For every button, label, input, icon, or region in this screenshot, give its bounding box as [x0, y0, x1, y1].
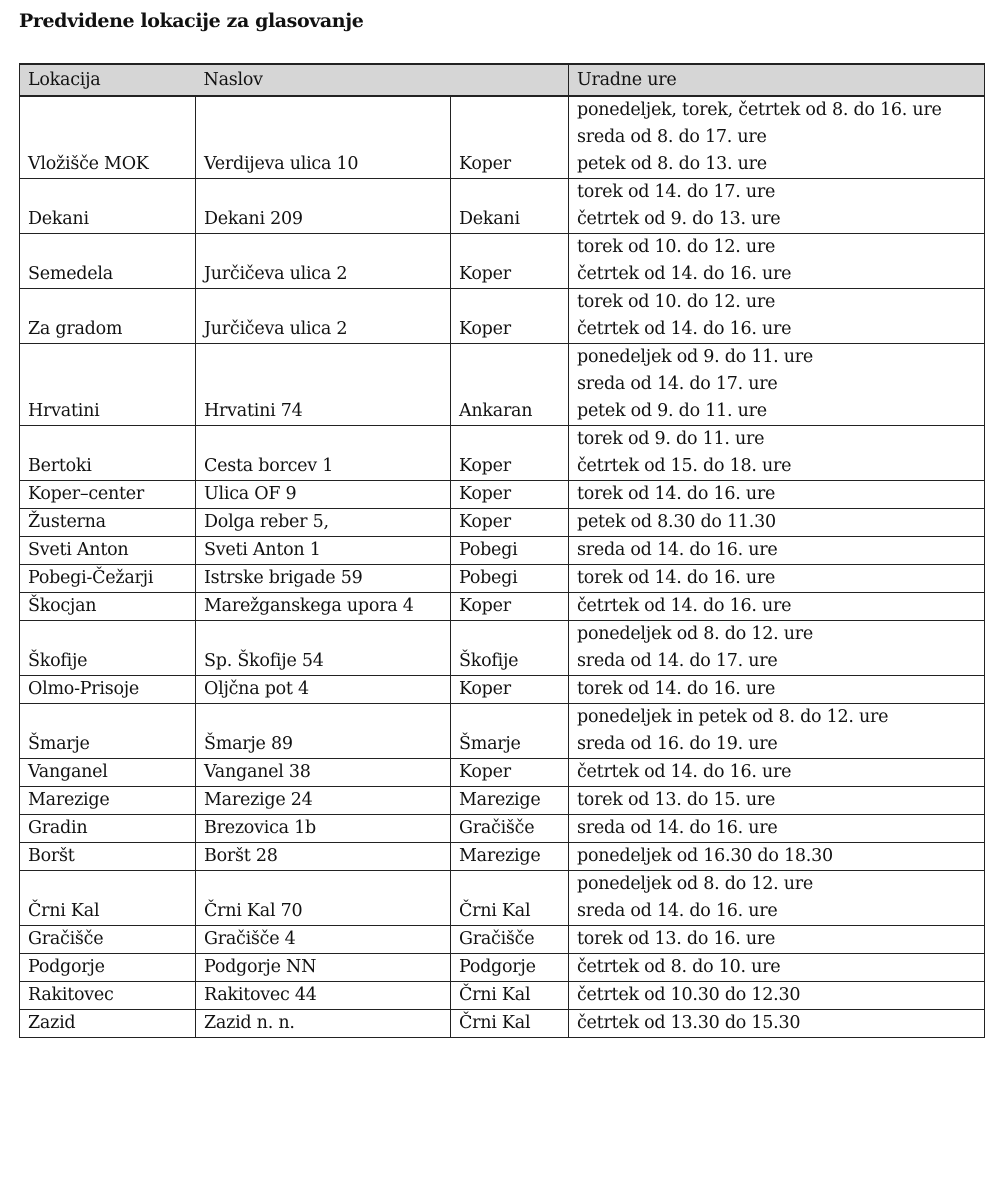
voting-locations-table — [19, 63, 985, 1038]
office-hours-line: sreda od 14. do 16. ure — [577, 540, 778, 560]
office-hours-cell — [569, 1010, 985, 1038]
office-hours-cell — [569, 815, 985, 843]
office-hours-line: četrtek od 14. do 16. ure — [577, 264, 792, 284]
location-cell: Rakitovec — [20, 982, 196, 1010]
office-hours-line: četrtek od 10.30 do 12.30 — [577, 985, 801, 1005]
location-cell: Šmarje — [20, 704, 196, 759]
table-row — [20, 289, 985, 344]
address-cell: Marežganskega upora 4 — [196, 593, 451, 621]
office-hours-cell — [569, 704, 985, 759]
town-cell: Koper — [451, 509, 569, 537]
office-hours-line: sreda od 14. do 16. ure — [577, 818, 778, 838]
office-hours-cell — [569, 926, 985, 954]
table-row — [20, 426, 985, 481]
address-cell: Ulica OF 9 — [196, 481, 451, 509]
table-header-row — [20, 64, 985, 96]
office-hours-line: sreda od 14. do 17. ure — [577, 651, 778, 671]
address-cell: Gračišče 4 — [196, 926, 451, 954]
location-cell: Za gradom — [20, 289, 196, 344]
office-hours-line: torek od 14. do 16. ure — [577, 568, 776, 588]
table-row — [20, 982, 985, 1010]
location-cell: Koper–center — [20, 481, 196, 509]
location-cell: Boršt — [20, 843, 196, 871]
office-hours-line: četrtek od 15. do 18. ure — [577, 456, 792, 476]
address-cell: Sveti Anton 1 — [196, 537, 451, 565]
address-cell: Rakitovec 44 — [196, 982, 451, 1010]
column-header-town — [451, 64, 569, 96]
address-cell: Boršt 28 — [196, 843, 451, 871]
address-cell: Brezovica 1b — [196, 815, 451, 843]
location-cell: Podgorje — [20, 954, 196, 982]
town-cell: Koper — [451, 289, 569, 344]
office-hours-line: torek od 13. do 16. ure — [577, 929, 776, 949]
office-hours-cell — [569, 759, 985, 787]
office-hours-line: četrtek od 9. do 13. ure — [577, 209, 781, 229]
column-header-address: Naslov — [196, 64, 451, 96]
office-hours-cell — [569, 234, 985, 289]
office-hours-line: torek od 14. do 17. ure — [577, 182, 776, 202]
office-hours-cell — [569, 179, 985, 234]
town-cell: Koper — [451, 481, 569, 509]
table-row — [20, 344, 985, 426]
address-cell: Marezige 24 — [196, 787, 451, 815]
table-row — [20, 565, 985, 593]
address-cell: Jurčičeva ulica 2 — [196, 289, 451, 344]
office-hours-line: sreda od 14. do 16. ure — [577, 901, 778, 921]
table-row — [20, 787, 985, 815]
location-cell: Škofije — [20, 621, 196, 676]
location-cell: Zazid — [20, 1010, 196, 1038]
table-row — [20, 509, 985, 537]
table-body — [20, 96, 985, 1038]
office-hours-cell — [569, 565, 985, 593]
table-row — [20, 621, 985, 676]
office-hours-line: sreda od 8. do 17. ure — [577, 127, 767, 147]
address-cell: Oljčna pot 4 — [196, 676, 451, 704]
office-hours-line: četrtek od 14. do 16. ure — [577, 596, 792, 616]
table-row — [20, 759, 985, 787]
location-cell: Hrvatini — [20, 344, 196, 426]
address-cell: Vanganel 38 — [196, 759, 451, 787]
office-hours-cell — [569, 982, 985, 1010]
location-cell: Škocjan — [20, 593, 196, 621]
table-row — [20, 843, 985, 871]
office-hours-line: ponedeljek od 16.30 do 18.30 — [577, 846, 833, 866]
address-cell: Zazid n. n. — [196, 1010, 451, 1038]
town-cell: Gračišče — [451, 926, 569, 954]
office-hours-cell — [569, 954, 985, 982]
location-cell: Gračišče — [20, 926, 196, 954]
table-row — [20, 1010, 985, 1038]
office-hours-line: torek od 10. do 12. ure — [577, 237, 776, 257]
table-row — [20, 704, 985, 759]
office-hours-line: torek od 9. do 11. ure — [577, 429, 765, 449]
location-cell: Vanganel — [20, 759, 196, 787]
location-cell: Olmo-Prisoje — [20, 676, 196, 704]
office-hours-line: petek od 8.30 do 11.30 — [577, 512, 776, 532]
town-cell: Pobegi — [451, 565, 569, 593]
location-cell: Vložišče MOK — [20, 96, 196, 179]
office-hours-line: ponedeljek od 9. do 11. ure — [577, 347, 813, 367]
office-hours-cell — [569, 96, 985, 179]
town-cell: Gračišče — [451, 815, 569, 843]
office-hours-line: četrtek od 14. do 16. ure — [577, 319, 792, 339]
town-cell: Podgorje — [451, 954, 569, 982]
address-cell: Istrske brigade 59 — [196, 565, 451, 593]
location-cell: Marezige — [20, 787, 196, 815]
table-row — [20, 815, 985, 843]
location-cell: Črni Kal — [20, 871, 196, 926]
town-cell: Škofije — [451, 621, 569, 676]
office-hours-line: ponedeljek, torek, četrtek od 8. do 16. ure — [577, 100, 942, 120]
town-cell: Ankaran — [451, 344, 569, 426]
office-hours-cell — [569, 787, 985, 815]
location-cell: Sveti Anton — [20, 537, 196, 565]
address-cell: Verdijeva ulica 10 — [196, 96, 451, 179]
column-header-location: Lokacija — [20, 64, 196, 96]
location-cell: Pobegi-Čežarji — [20, 565, 196, 593]
town-cell: Koper — [451, 426, 569, 481]
table-row — [20, 676, 985, 704]
town-cell: Črni Kal — [451, 871, 569, 926]
office-hours-cell — [569, 537, 985, 565]
table-row — [20, 593, 985, 621]
office-hours-line: četrtek od 14. do 16. ure — [577, 762, 792, 782]
office-hours-line: torek od 14. do 16. ure — [577, 679, 776, 699]
office-hours-cell — [569, 621, 985, 676]
office-hours-cell — [569, 344, 985, 426]
location-cell: Žusterna — [20, 509, 196, 537]
office-hours-cell — [569, 593, 985, 621]
town-cell: Pobegi — [451, 537, 569, 565]
office-hours-cell — [569, 509, 985, 537]
address-cell: Črni Kal 70 — [196, 871, 451, 926]
town-cell: Črni Kal — [451, 982, 569, 1010]
office-hours-line: sreda od 14. do 17. ure — [577, 374, 778, 394]
location-cell: Semedela — [20, 234, 196, 289]
office-hours-cell — [569, 843, 985, 871]
table-row — [20, 537, 985, 565]
address-cell: Dolga reber 5, — [196, 509, 451, 537]
table-row — [20, 871, 985, 926]
office-hours-cell — [569, 871, 985, 926]
office-hours-line: torek od 10. do 12. ure — [577, 292, 776, 312]
town-cell: Koper — [451, 96, 569, 179]
table-row — [20, 96, 985, 179]
office-hours-line: četrtek od 13.30 do 15.30 — [577, 1013, 801, 1033]
office-hours-line: petek od 9. do 11. ure — [577, 401, 767, 421]
location-cell: Dekani — [20, 179, 196, 234]
office-hours-line: ponedeljek od 8. do 12. ure — [577, 874, 813, 894]
address-cell: Dekani 209 — [196, 179, 451, 234]
town-cell: Črni Kal — [451, 1010, 569, 1038]
town-cell: Dekani — [451, 179, 569, 234]
location-cell: Gradin — [20, 815, 196, 843]
address-cell: Šmarje 89 — [196, 704, 451, 759]
table-row — [20, 179, 985, 234]
office-hours-cell — [569, 426, 985, 481]
town-cell: Koper — [451, 676, 569, 704]
address-cell: Sp. Škofije 54 — [196, 621, 451, 676]
office-hours-cell — [569, 481, 985, 509]
office-hours-cell — [569, 289, 985, 344]
office-hours-line: ponedeljek in petek od 8. do 12. ure — [577, 707, 889, 727]
table-row — [20, 481, 985, 509]
table-row — [20, 234, 985, 289]
town-cell: Marezige — [451, 787, 569, 815]
column-header-office-hours: Uradne ure — [569, 64, 985, 96]
table-row — [20, 954, 985, 982]
office-hours-line: petek od 8. do 13. ure — [577, 154, 767, 174]
office-hours-line: torek od 14. do 16. ure — [577, 484, 776, 504]
address-cell: Jurčičeva ulica 2 — [196, 234, 451, 289]
document-title: Predvidene lokacije za glasovanje — [19, 10, 364, 32]
office-hours-line: četrtek od 8. do 10. ure — [577, 957, 781, 977]
office-hours-cell — [569, 676, 985, 704]
office-hours-line: ponedeljek od 8. do 12. ure — [577, 624, 813, 644]
table-row — [20, 926, 985, 954]
town-cell: Koper — [451, 593, 569, 621]
town-cell: Koper — [451, 234, 569, 289]
address-cell: Cesta borcev 1 — [196, 426, 451, 481]
office-hours-line: sreda od 16. do 19. ure — [577, 734, 778, 754]
office-hours-line: torek od 13. do 15. ure — [577, 790, 776, 810]
town-cell: Šmarje — [451, 704, 569, 759]
town-cell: Marezige — [451, 843, 569, 871]
town-cell: Koper — [451, 759, 569, 787]
location-cell: Bertoki — [20, 426, 196, 481]
address-cell: Hrvatini 74 — [196, 344, 451, 426]
address-cell: Podgorje NN — [196, 954, 451, 982]
